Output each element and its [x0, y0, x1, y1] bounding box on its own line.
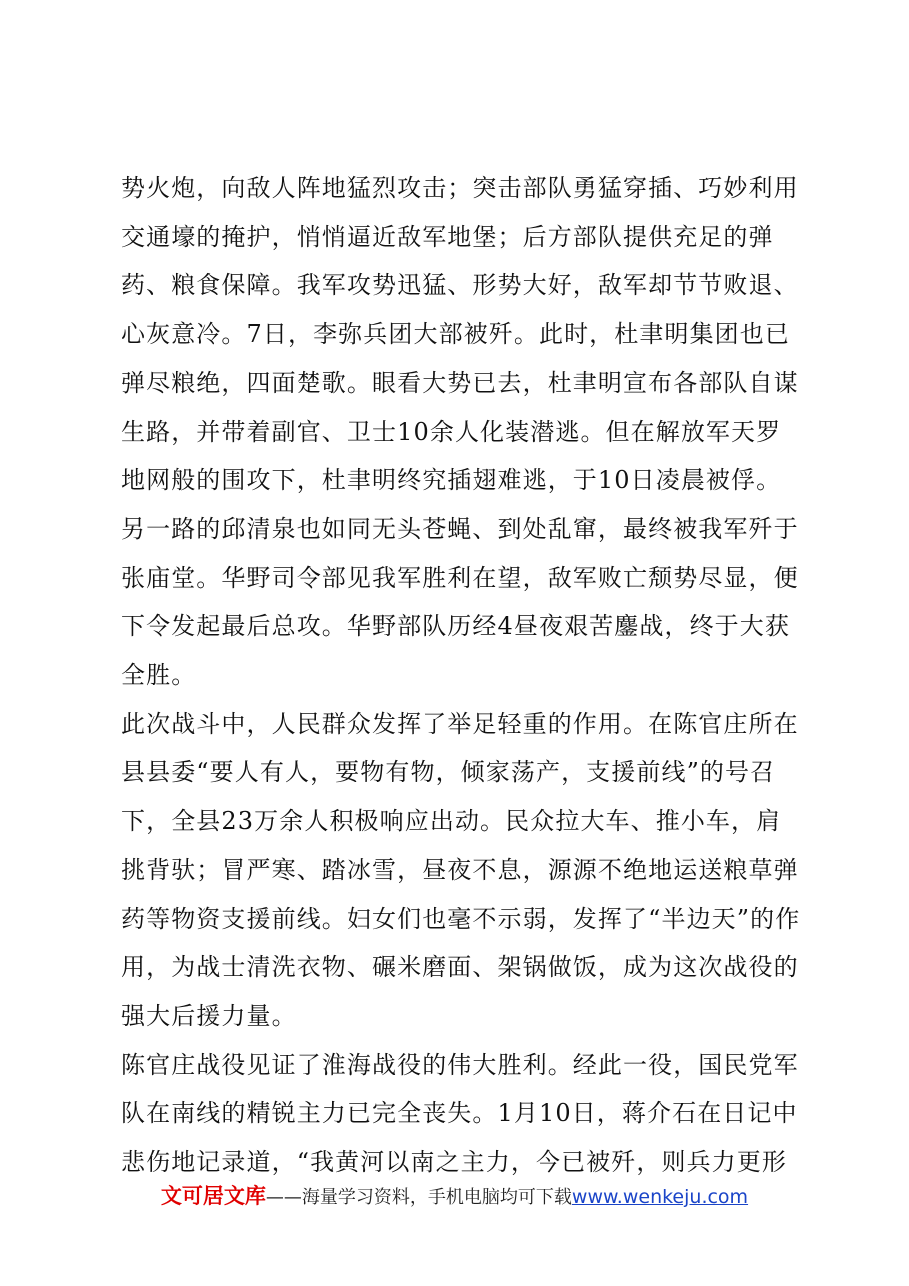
- footer-separator: ——: [265, 1187, 302, 1208]
- paragraph-1: 势火炮，向敌人阵地猛烈攻击；突击部队勇猛穿插、巧妙利用交通壕的掩护，悄悄逼近敌军地堡；后方部队提供充足的弹药、粮食保障。我军攻势迅猛、形势大好，敌军却节节败退、心灰意冷。7日，李弥兵团大部被歼。此时，杜聿明集团也已弹尽粮绝，四面楚歌。眼看大势已去，杜聿明宣布各部队自谋生路，并带着副官、卫士10余人化装潜逃。但在解放军天罗地网般的围攻下，杜聿明终究插翅难逃，于10日凌晨被俘。另一路的邱清泉也如同无头苍蝇、到处乱窜，最终被我军歼于张庙堂。华野司令部见我军胜利在望，敌军败亡颓势尽显，便下令发起最后总攻。华野部队历经4昼夜艰苦鏖战，终于大获全胜。: [121, 174, 799, 690]
- paragraph-2: 此次战斗中，人民群众发挥了举足轻重的作用。在陈官庄所在县县委“要人有人，要物有物，倾家荡产，支援前线”的号召下，全县23万余人积极响应出动。民众拉大车、推小车，肩挑背驮；冒严寒、踏冰雪，昼夜不息，源源不绝地运送粮草弹药等物资支援前线。妇女们也毫不示弱，发挥了“半边天”的作用，为战士清洗衣物、碾米磨面、架锅做饭，成为这次战役的强大后援力量。: [121, 709, 801, 1030]
- paragraph-3: 陈官庄战役见证了淮海战役的伟大胜利。经此一役，国民党军队在南线的精锐主力已完全丧失。1月10日，蒋介石在日记中悲伤地记录道，“我黄河以南之主力，今已被歼，则兵力更形: [121, 1050, 799, 1177]
- footer-brand: 文可居文库: [160, 1184, 266, 1208]
- footer-description: 海量学习资料，手机电脑均可下载: [301, 1187, 572, 1208]
- page-footer: [0, 1180, 909, 1210]
- document-body: [121, 164, 801, 1187]
- footer-website-link[interactable]: www.wenkeju.com: [571, 1186, 749, 1208]
